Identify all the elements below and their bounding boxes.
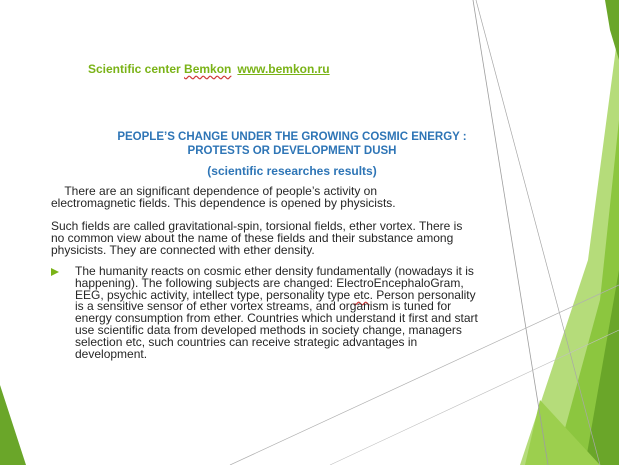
brand-name: Bemkon bbox=[184, 62, 232, 76]
subtitle: (scientific researches results) bbox=[207, 164, 377, 178]
title-line-1: PEOPLE’S CHANGE UNDER THE GROWING COSMIC ENERGY : bbox=[117, 131, 467, 143]
title-line-2: PROTESTS OR DEVELOPMENT DUSH bbox=[187, 145, 397, 157]
paragraph-2: Such fields are called gravitational-spin, torsional fields, ether vortex. There is no common view about the name of these fields and their substance among physicists. They are connected with ether density. bbox=[51, 219, 463, 257]
bullet-text-part-2: . Person personality is a sensitive sensor of ether vortex streams, and organism is tuned for energy consumption from ether. Countries which understand it first and start use scientific data from developed methods in society change, managers selection etc, such countries can receive strategic advantages in development. bbox=[75, 287, 478, 361]
website-link[interactable]: www.bemkon.ru bbox=[237, 62, 330, 76]
bullet-text bbox=[75, 266, 485, 360]
deco-line-1 bbox=[473, 0, 548, 465]
right-green-dark-shape bbox=[605, 0, 619, 60]
paragraph-1: There are an significant dependence of people’s activity on electromagnetic fields. This dependence is opened by physicists. bbox=[51, 184, 396, 210]
deco-line-2 bbox=[476, 0, 600, 465]
brand-prefix: Scientific center bbox=[88, 62, 185, 76]
bullet-arrow-icon bbox=[51, 268, 59, 276]
left-green-shape bbox=[0, 385, 26, 465]
header-line bbox=[88, 62, 330, 76]
bullet-etc: etc bbox=[353, 287, 370, 302]
bullet-text-part-1: The humanity reacts on cosmic ether density fundamentally (nowadays it is happening). The following subjects are changed: ElectroEncephaloGram, EEG, psychic activity, intellect type, personality type bbox=[75, 264, 474, 302]
